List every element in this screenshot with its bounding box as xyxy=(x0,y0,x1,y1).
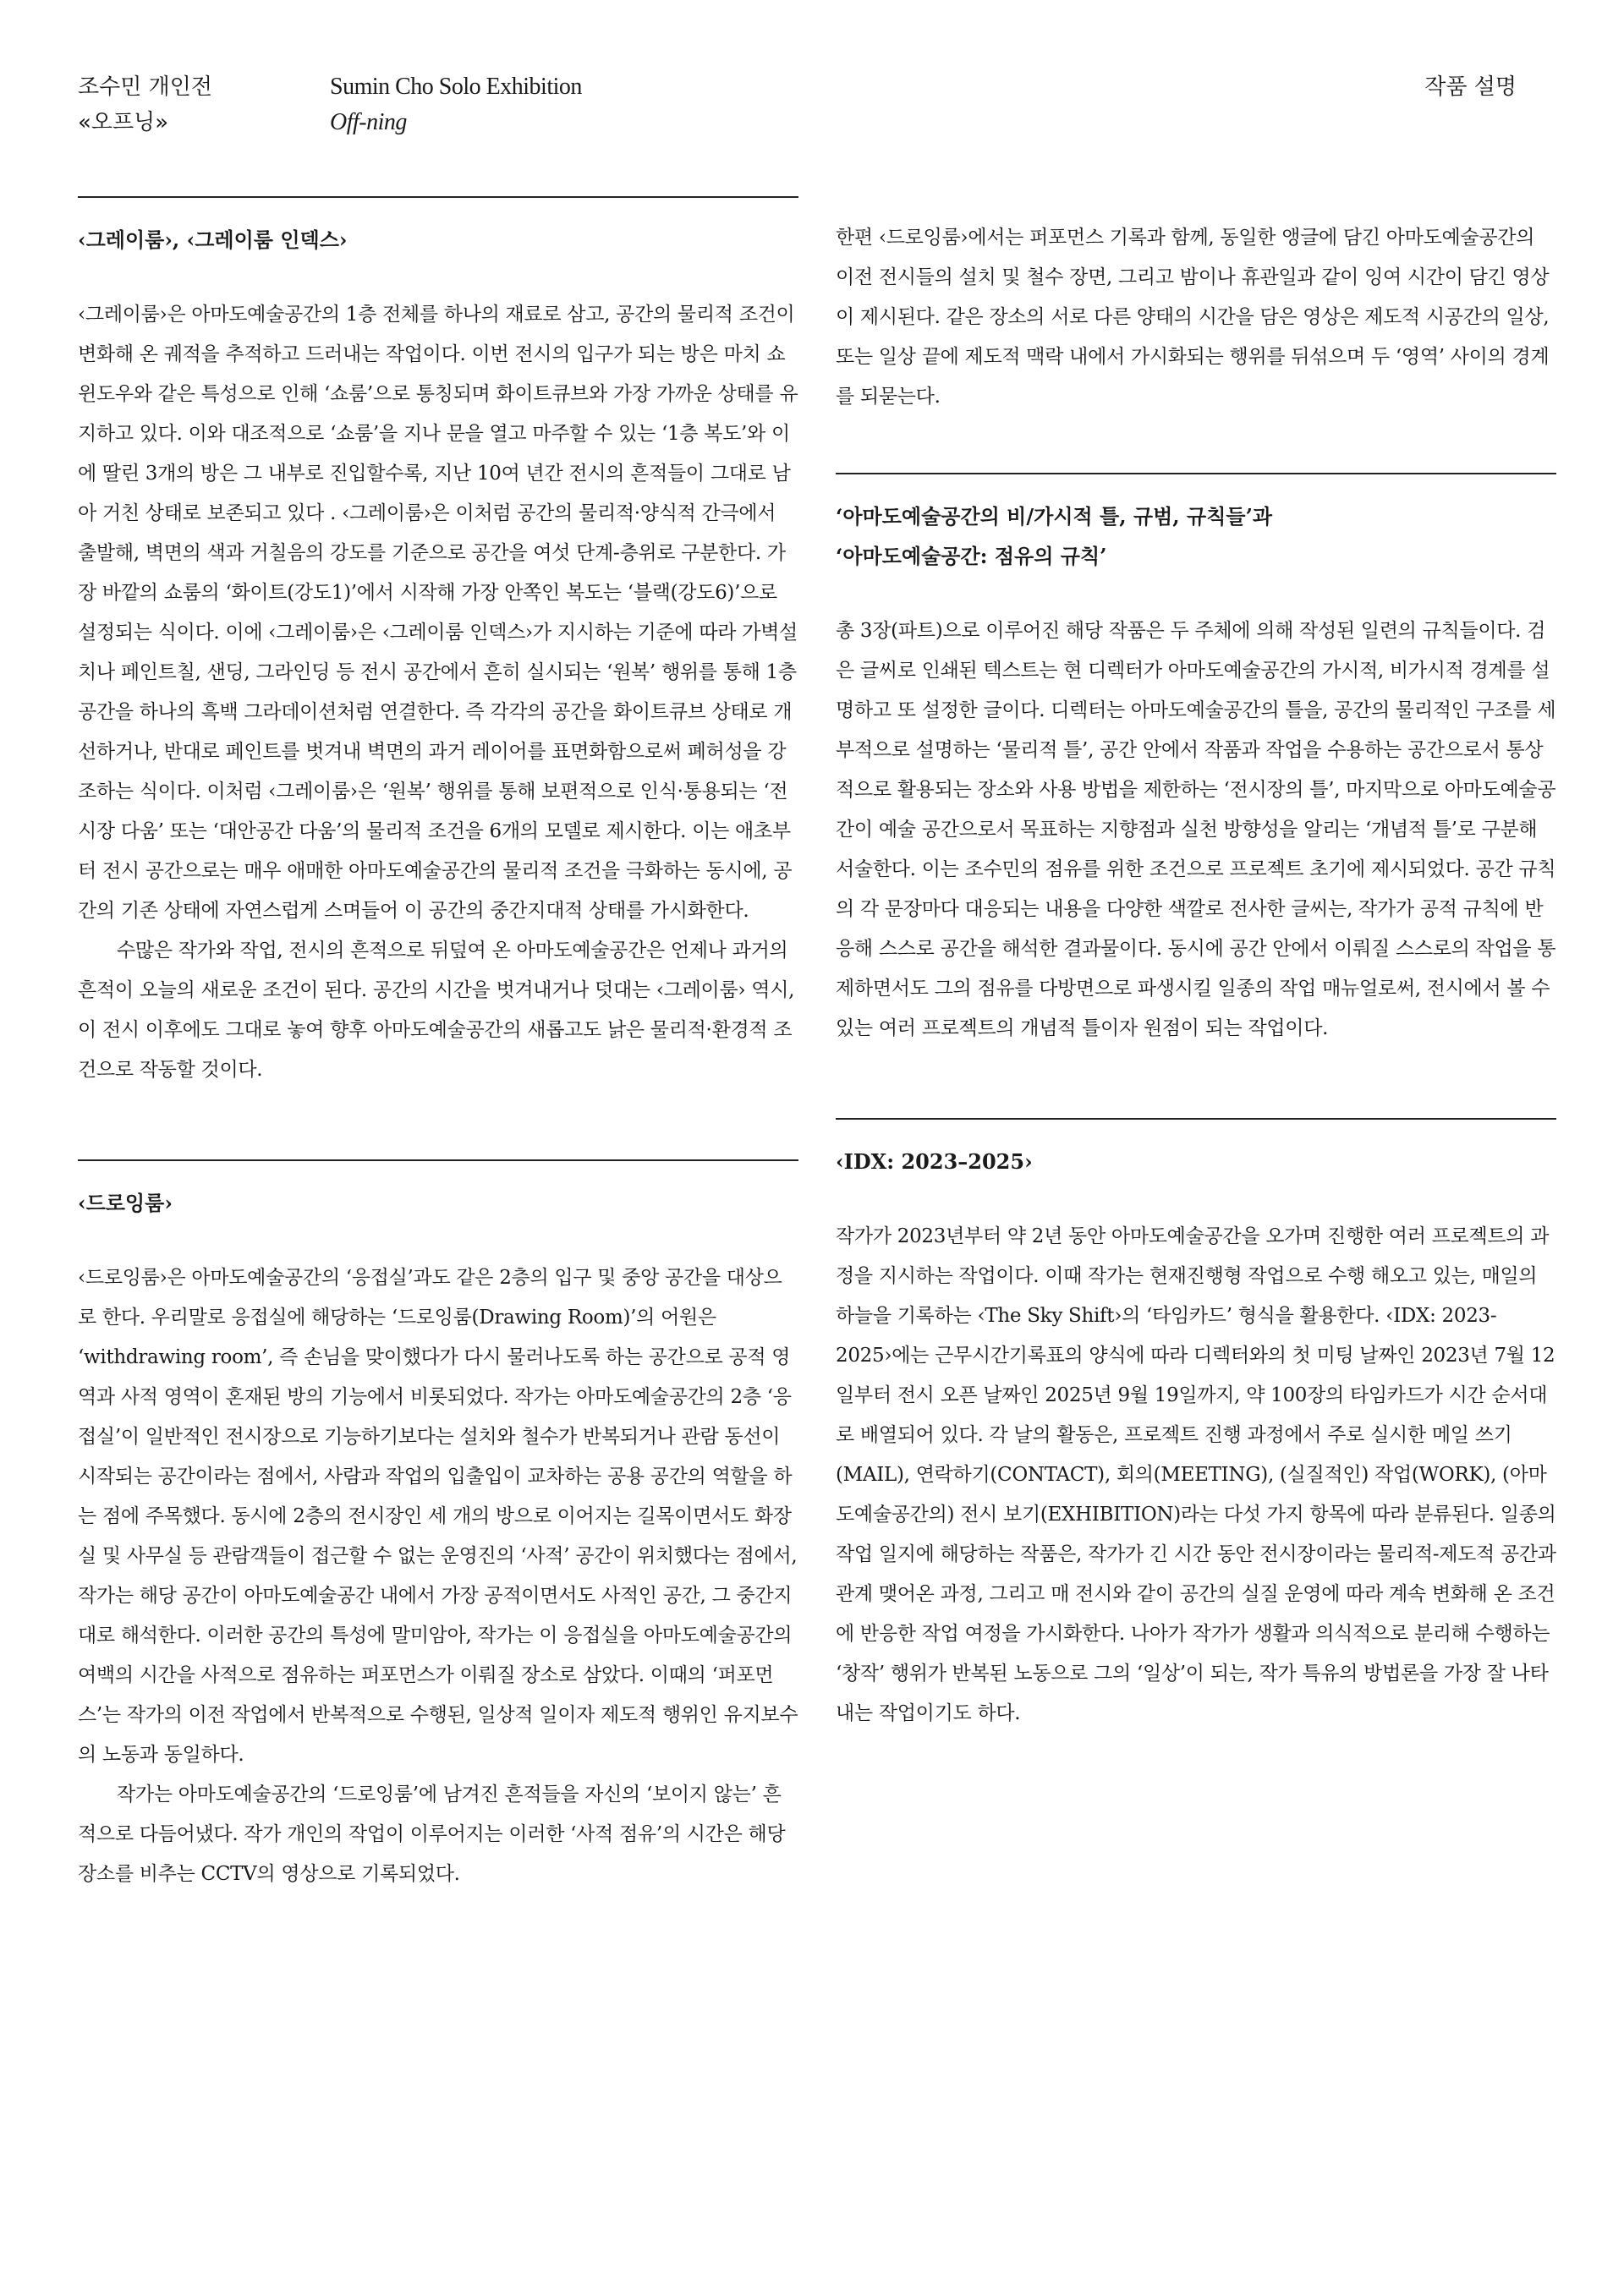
divider xyxy=(836,1118,1556,1120)
exhibition-title-en: Sumin Cho Solo Exhibition xyxy=(330,74,582,100)
rules-title-line-1: ‘아마도예술공간의 비/가시적 틀, 규범, 규칙들’과 xyxy=(836,504,1273,529)
exhibition-title-ko: 조수민 개인전 xyxy=(78,74,212,100)
right-column xyxy=(836,218,1556,1734)
drawingroom-paragraph-1: ‹드로잉룸›은 아마도예술공간의 ‘응접실’과도 같은 2층의 입구 및 중앙 공간을 대상으로 한다. 우리말로 응접실에 해당하는 ‘드로잉룸(Drawing Room)’의 어원은 ‘withdrawing room’, 즉 손님을 맞이했다가 다시 물러나도록 하는 공간으로 공적 영역과 사적 영역이 혼재된 방의 기능에서 비롯되었다. 작가는 아마도예술공간의 2층 ‘응접실’이 일반적인 전시장으로 기능하기보다는 설치와 철수가 반복되거나 관람 동선이 시작되는 공간이라는 점에서, 사람과 작업의 입출입이 교차하는 공용 공간의 역할을 하는 점에 주목했다. 동시에 2층의 전시장인 세 개의 방으로 이어지는 길목이면서도 화장실 및 사무실 등 관람객들이 접근할 수 없는 운영진의 ‘사적’ 공간이 위치했다는 점에서, 작가는 해당 공간이 아마도예술공간 내에서 가장 공적이면서도 사적인 공간, 그 중간지대로 해석한다. 이러한 공간의 특성에 말미암아, 작가는 이 응접실을 아마도예술공간의 여백의 시간을 사적으로 점유하는 퍼포먼스가 이뤄질 장소로 삼았다. 이때의 ‘퍼포먼스’는 작가의 이전 작업에서 반복적으로 수행된, 일상적 일이자 제도적 행위인 유지보수의 노동과 동일하다. xyxy=(78,1267,798,1766)
exhibition-subtitle-ko: «오프닝» xyxy=(78,110,169,135)
grayroom-paragraph-2: 수많은 작가와 작업, 전시의 흔적으로 뒤덮여 온 아마도예술공간은 언제나 과거의 흔적이 오늘의 새로운 조건이 된다. 공간의 시간을 벗겨내거나 덧대는 ‹그레이룸› 역시, 이 전시 이후에도 그대로 놓여 향후 아마도예술공간의 새롭고도 낡은 물리적·환경적 조건으로 작동할 것이다. xyxy=(78,940,795,1081)
rules-paragraph-1: 총 3장(파트)으로 이루어진 해당 작품은 두 주체에 의해 작성된 일련의 규칙들이다. 검은 글씨로 인쇄된 텍스트는 현 디렉터가 아마도예술공간의 가시적, 비가시적 경계를 설명하고 또 설정한 글이다. 디렉터는 아마도예술공간의 틀을, 공간의 물리적인 구조를 세부적으로 설명하는 ‘물리적 틀’, 공간 안에서 작품과 작업을 수용하는 공간으로서 통상적으로 활용되는 장소와 사용 방법을 제한하는 ‘전시장의 틀’, 마지막으로 아마도예술공간이 예술 공간으로서 목표하는 지향점과 실천 방향성을 알리는 ‘개념적 틀’로 구분해 서술한다. 이는 조수민의 점유를 위한 조건으로 프로젝트 초기에 제시되었다. 공간 규칙의 각 문장마다 대응되는 내용을 다양한 색깔로 전사한 글씨는, 작가가 공적 규칙에 반응해 스스로 공간을 해석한 결과물이다. 동시에 공간 안에서 이뤄질 스스로의 작업을 통제하면서도 그의 점유를 다방면으로 파생시킬 일종의 작업 매뉴얼로써, 전시에서 볼 수 있는 여러 프로젝트의 개념적 틀이자 원점이 되는 작업이다. xyxy=(836,620,1556,1039)
drawingroom-title: ‹드로잉룸› xyxy=(78,1191,173,1215)
divider xyxy=(78,196,798,198)
section-label: 작품 설명 xyxy=(1424,74,1517,100)
divider xyxy=(78,1159,798,1161)
header-english xyxy=(330,69,582,140)
idx-paragraph-1: 작가가 2023년부터 약 2년 동안 아마도예술공간을 오가며 진행한 여러 프로젝트의 과정을 지시하는 작업이다. 이때 작가는 현재진행형 작업으로 수행 해오고 있는, 매일의 하늘을 기록하는 ‹The Sky Shift›의 ‘타임카드’ 형식을 활용한다. ‹IDX: 2023-2025›에는 근무시간기록표의 양식에 따라 디렉터와의 첫 미팅 날짜인 2023년 7월 12일부터 전시 오픈 날짜인 2025년 9월 19일까지, 약 100장의 타임카드가 시간 순서대로 배열되어 있다. 각 날의 활동은, 프로젝트 진행 과정에서 주로 실시한 메일 쓰기(MAIL), 연락하기(CONTACT), 회의(MEETING), (실질적인) 작업(WORK), (아마도예술공간의) 전시 보기(EXHIBITION)라는 다섯 가지 항목에 따라 분류된다. 일종의 작업 일지에 해당하는 작품은, 작가가 긴 시간 동안 전시장이라는 물리적-제도적 공간과 관계 맺어온 과정, 그리고 매 전시와 같이 공간의 실질 운영에 따라 계속 변화해 온 조건에 반응한 작업 여정을 가시화한다. 나아가 작가가 생활과 의식적으로 분리해 수행하는 ‘창작’ 행위가 반복된 노동으로 그의 ‘일상’이 되는, 작가 특유의 방법론을 가장 잘 나타내는 작업이기도 하다. xyxy=(836,1225,1556,1724)
left-column xyxy=(78,196,798,1894)
exhibition-subtitle-en: Off-ning xyxy=(330,109,407,135)
grayroom-title: ‹그레이룸›, ‹그레이룸 인덱스› xyxy=(78,227,348,252)
grayroom-paragraph-1: ‹그레이룸›은 아마도예술공간의 1층 전체를 하나의 재료로 삼고, 공간의 물리적 조건이 변화해 온 궤적을 추적하고 드러내는 작업이다. 이번 전시의 입구가 되는 방은 마치 쇼윈도우와 같은 특성으로 인해 ‘쇼룸’으로 통칭되며 화이트큐브와 가장 가까운 상태를 유지하고 있다. 이와 대조적으로 ‘쇼룸’을 지나 문을 열고 마주할 수 있는 ‘1층 복도’와 이에 딸린 3개의 방은 그 내부로 진입할수록, 지난 10여 년간 전시의 흔적들이 그대로 남아 거친 상태로 보존되고 있다 . ‹그레이룸›은 이처럼 공간의 물리적·양식적 간극에서 출발해, 벽면의 색과 거칠음의 강도를 기준으로 공간을 여섯 단계-층위로 구분한다. 가장 바깥의 쇼룸의 ‘화이트(강도1)’에서 시작해 가장 안쪽인 복도는 ‘블랙(강도6)’으로 설정되는 식이다. 이에 ‹그레이룸›은 ‹그레이룸 인덱스›가 지시하는 기준에 따라 가벽설치나 페인트칠, 샌딩, 그라인딩 등 전시 공간에서 흔히 실시되는 ‘원복’ 행위를 통해 1층 공간을 하나의 흑백 그라데이션처럼 연결한다. 즉 각각의 공간을 화이트큐브 상태로 개선하거나, 반대로 페인트를 벗겨내 벽면의 과거 레이어를 표면화함으로써 폐허성을 강조하는 식이다. 이처럼 ‹그레이룸›은 ‘원복’ 행위를 통해 보편적으로 인식·통용되는 ‘전시장 다움’ 또는 ‘대안공간 다움’의 물리적 조건을 6개의 모델로 제시한다. 이는 애초부터 전시 공간으로는 매우 애매한 아마도예술공간의 물리적 조건을 극화하는 동시에, 공간의 기존 상태에 자연스럽게 스며들어 이 공간의 중간지대적 상태를 가시화한다. xyxy=(78,304,798,922)
divider xyxy=(836,473,1556,474)
drawingroom-paragraph-2: 작가는 아마도예술공간의 ‘드로잉룸’에 남겨진 흔적들을 자신의 ‘보이지 않는’ 흔적으로 다듬어냈다. 작가 개인의 작업이 이루어지는 이러한 ‘사적 점유’의 시간은 해당 장소를 비추는 CCTV의 영상으로 기록되었다. xyxy=(78,1784,786,1885)
header-korean xyxy=(78,69,212,140)
rules-title-line-2: ‘아마도예술공간: 점유의 규칙’ xyxy=(836,544,1107,568)
drawingroom-paragraph-3: 한편 ‹드로잉룸›에서는 퍼포먼스 기록과 함께, 동일한 앵글에 담긴 아마도예술공간의 이전 전시들의 설치 및 철수 장면, 그리고 밤이나 휴관일과 같이 잉여 시간이 담긴 영상이 제시된다. 같은 장소의 서로 다른 양태의 시간을 담은 영상은 제도적 시공간의 일상, 또는 일상 끝에 제도적 맥락 내에서 가시화되는 행위를 뒤섞으며 두 ‘영역’ 사이의 경계를 되묻는다. xyxy=(836,227,1550,408)
idx-title: ‹IDX: 2023–2025› xyxy=(836,1149,1033,1174)
